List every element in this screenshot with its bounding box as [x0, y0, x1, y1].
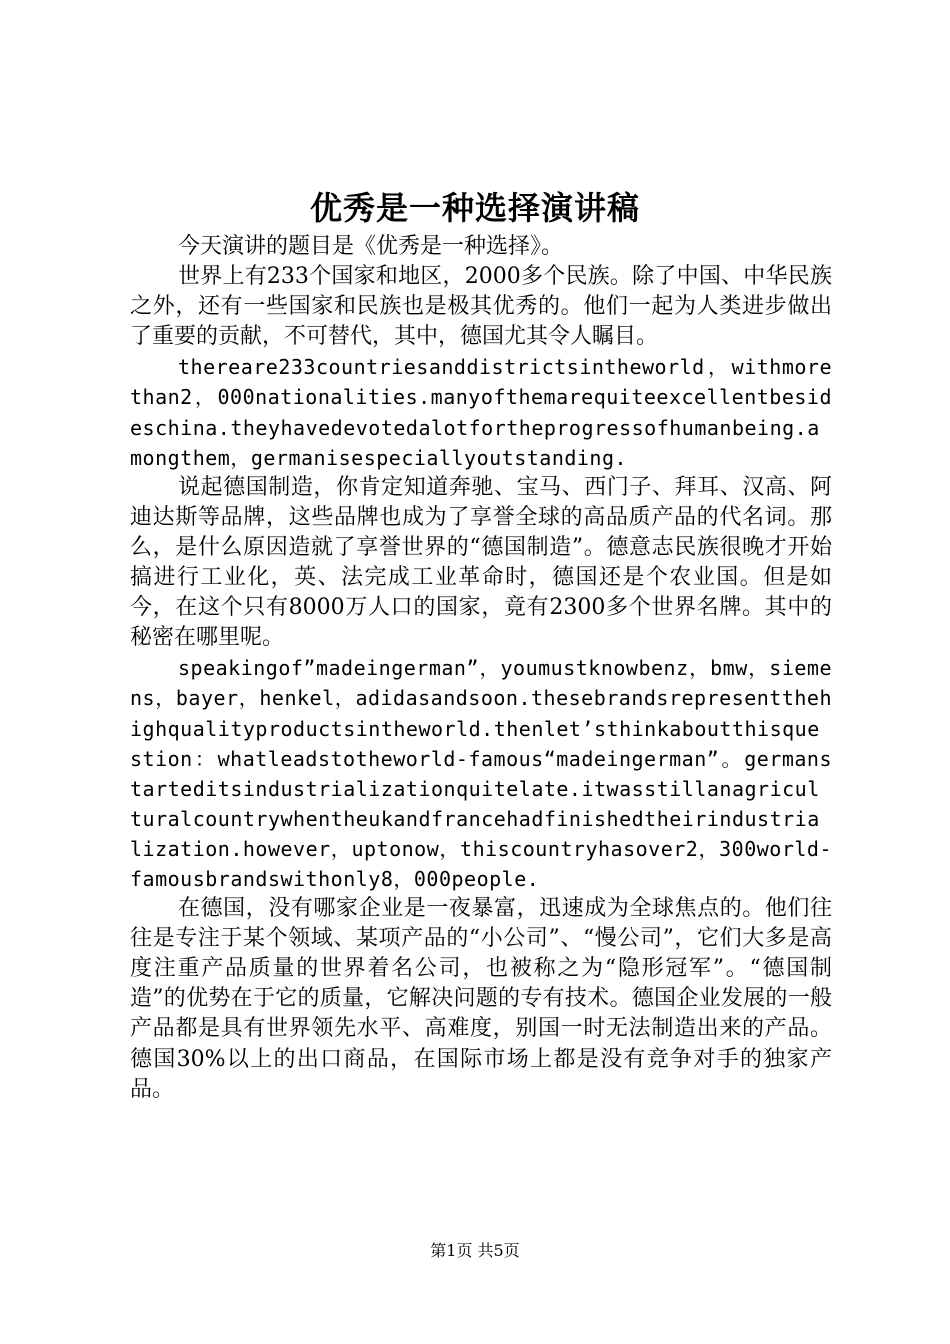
- paragraph-made-in-germany-english: speakingof”madeingerman”，youmustknowbenz，bmw，siemens，bayer，henkel，adidasandsoon.thesebrandsrepresentthehighqualityproductsintheworld.thenlet’sthinkaboutthisquestion：whatleadstotheworld-famous“madeingerman”。germanstarteditsindustrializationquitelate.itwasstillanagriculturalcountrywhentheukandfrancehadfinishedtheirindustrialization.however，uptonow，thiscountryhasover2，300world-famousbrandswithonly8，000people.: [130, 656, 832, 891]
- paragraph-world-nations: 世界上有233个国家和地区，2000多个民族。除了中国、中华民族之外，还有一些国家和民族也是极其优秀的。他们一起为人类进步做出了重要的贡献，不可替代，其中，德国尤其令人瞩目。: [130, 264, 832, 350]
- document-title: 优秀是一种选择演讲稿: [309, 189, 640, 227]
- paragraph-made-in-germany: 说起德国制造，你肯定知道奔驰、宝马、西门子、拜耳、汉高、阿迪达斯等品牌，这些品牌也成为了享誉全球的高品质产品的代名词。那么，是什么原因造就了享誉世界的“德国制造”。德意志民族很晚才开始搞进行工业化，英、法完成工业革命时，德国还是个农业国。但是如今，在这个只有8000万人口的国家，竟有2300多个世界名牌。其中的秘密在哪里呢。: [130, 474, 832, 651]
- paragraph-world-nations-english: thereare233countriesanddistrictsintheworld，withmorethan2，000nationalities.manyofthemarequiteexcellentbesideschina.theyhavedevotedalotfortheprogressofhumanbeing.amongthem，germanisespeciallyoutstanding.: [130, 355, 832, 470]
- document-body: [130, 232, 832, 1105]
- paragraph-intro: 今天演讲的题目是《优秀是一种选择》。: [178, 234, 564, 259]
- paragraph-hidden-champions: 在德国，没有哪家企业是一夜暴富，迅速成为全球焦点的。他们往往是专注于某个领域、某项产品的“小公司”、“慢公司”，它们大多是高度注重产品质量的世界着名公司，也被称之为“隐形冠军”。“德国制造”的优势在于它的质量，它解决问题的专有技术。德国企业发展的一般产品都是具有世界领先水平、高难度，别国一时无法制造出来的产品。德国30%以上的出口商品，在国际市场上都是没有竞争对手的独家产品。: [130, 896, 832, 1102]
- page-footer: 第1页 共5页: [430, 1241, 520, 1260]
